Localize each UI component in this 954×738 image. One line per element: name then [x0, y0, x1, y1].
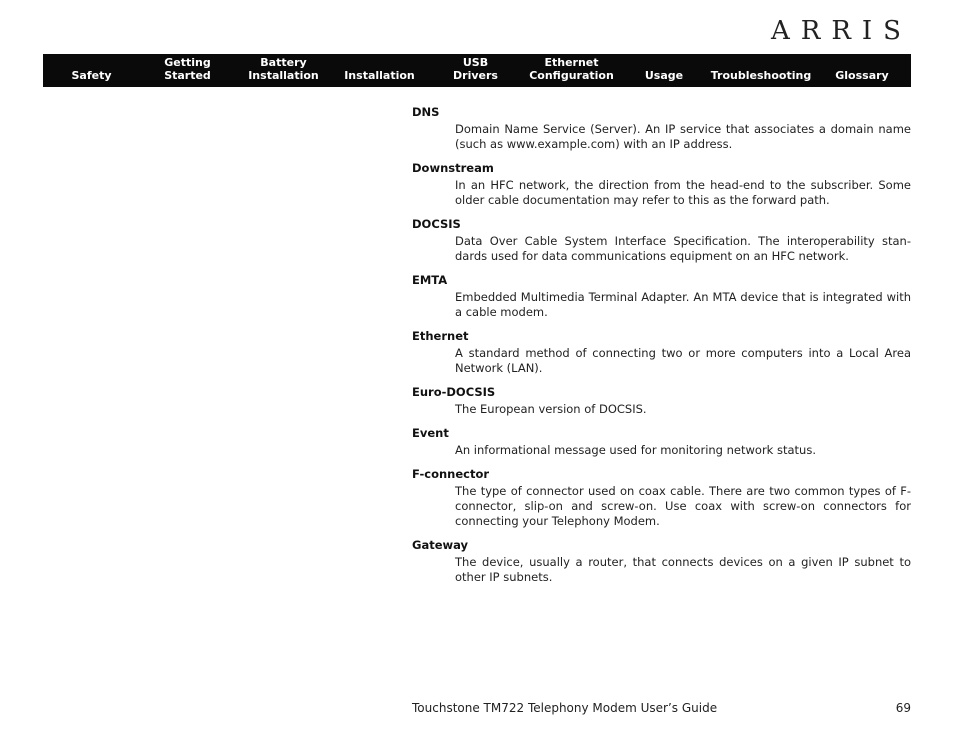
nav-installation[interactable]	[332, 54, 427, 87]
glossary-definition: An informational message used for monitoring network status.	[455, 443, 816, 457]
nav-label-line1: USB	[462, 56, 489, 69]
glossary-term: Gateway	[412, 538, 469, 552]
glossary-entry	[412, 216, 911, 264]
logo-text: ARRIS	[770, 16, 912, 46]
top-navigation	[43, 54, 911, 87]
glossary-definition: A standard method of connecting two or more computers into a Local Area Network (LAN).	[455, 346, 911, 375]
glossary-list	[412, 104, 911, 593]
nav-label-line2: Usage	[644, 69, 684, 82]
nav-troubleshooting[interactable]	[709, 54, 813, 87]
glossary-entry	[412, 160, 911, 208]
glossary-entry	[412, 466, 911, 529]
glossary-definition: Domain Name Service (Server). An IP service that associates a domain name (such as www.example.com) with an IP address.	[455, 122, 911, 151]
glossary-entry	[412, 328, 911, 376]
glossary-definition: Data Over Cable System Interface Specification. The interoperability stan-dards used for data communications equipment on an HFC network.	[455, 234, 911, 263]
glossary-definition: In an HFC network, the direction from the head-end to the subscriber. Some older cable documentation may refer to this as the forward path.	[455, 178, 911, 207]
glossary-definition: The European version of DOCSIS.	[455, 402, 647, 416]
nav-usb-drivers[interactable]	[427, 54, 524, 87]
arris-logo	[760, 17, 912, 45]
nav-safety[interactable]	[43, 54, 140, 87]
nav-label-line2: Drivers	[453, 69, 498, 82]
glossary-term: Downstream	[412, 161, 494, 175]
nav-label-line2: Configuration	[529, 69, 614, 82]
nav-label-line1: Battery	[260, 56, 307, 69]
nav-ethernet-configuration[interactable]	[524, 54, 619, 87]
footer-page-number: 69	[895, 701, 911, 715]
glossary-definition: The device, usually a router, that connects devices on a given IP subnet to other IP subnets.	[455, 555, 911, 584]
nav-label-line2: Safety	[71, 69, 112, 82]
nav-label-line2: Started	[164, 69, 211, 82]
glossary-term: Euro-DOCSIS	[412, 385, 496, 399]
glossary-definition: The type of connector used on coax cable. There are two common types of F-connector, slip-on and screw-on. Use coax with screw-on connectors for connecting your Telephony Modem.	[455, 484, 911, 528]
glossary-term: DNS	[412, 105, 440, 119]
glossary-entry	[412, 104, 911, 152]
nav-usage[interactable]	[619, 54, 709, 87]
glossary-entry	[412, 537, 911, 585]
nav-label-line1: Getting	[164, 56, 211, 69]
glossary-entry	[412, 384, 911, 417]
glossary-term: Ethernet	[412, 329, 469, 343]
nav-label-line1: Ethernet	[544, 56, 599, 69]
nav-glossary[interactable]	[813, 54, 911, 87]
glossary-definition: Embedded Multimedia Terminal Adapter. An MTA device that is integrated with a cable modem.	[455, 290, 911, 319]
glossary-term: F-connector	[412, 467, 490, 481]
nav-label-line2: Troubleshooting	[710, 69, 812, 82]
nav-label-line2: Installation	[344, 69, 415, 82]
glossary-entry	[412, 425, 911, 458]
glossary-term: DOCSIS	[412, 217, 461, 231]
glossary-term: EMTA	[412, 273, 448, 287]
nav-label-line2: Installation	[248, 69, 319, 82]
nav-label-line2: Glossary	[835, 69, 889, 82]
footer-document-title: Touchstone TM722 Telephony Modem User’s Guide	[412, 701, 718, 715]
nav-battery-installation[interactable]	[235, 54, 332, 87]
nav-getting-started[interactable]	[140, 54, 235, 87]
glossary-entry	[412, 272, 911, 320]
glossary-term: Event	[412, 426, 449, 440]
